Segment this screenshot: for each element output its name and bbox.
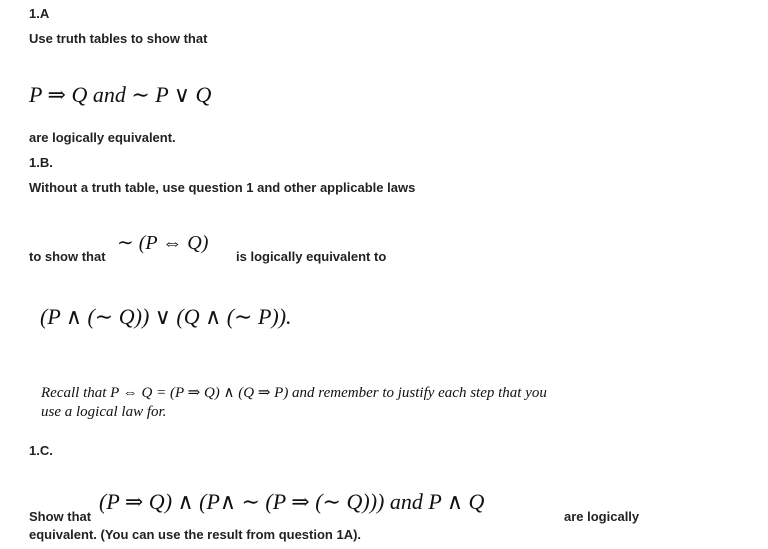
q1b-middle: is logically equivalent to bbox=[236, 249, 387, 264]
q1b-recall-continued: use a logical law for. bbox=[41, 404, 167, 420]
q1a-formula: P ⇒ Q and ∼ P ∨ Q bbox=[29, 82, 212, 107]
q1c-prefix: Show that bbox=[29, 509, 92, 524]
q1c-formula: (P ⇒ Q) ∧ (P∧ ∼ (P ⇒ (∼ Q))) and P ∧ Q bbox=[99, 489, 485, 514]
q1b-recall: Recall that P ⇔ Q = (P ⇒ Q) ∧ (Q ⇒ P) and remember to justify each step that you bbox=[41, 385, 547, 401]
q1b-formula-right: (P ∧ (∼ Q)) ∨ (Q ∧ (∼ P)). bbox=[40, 304, 292, 329]
q1b-instruction: Without a truth table, use question 1 and other applicable laws bbox=[29, 180, 416, 195]
q1a-instruction: Use truth tables to show that bbox=[29, 31, 208, 46]
q1c-heading: 1.C. bbox=[29, 443, 53, 458]
q1a-suffix: are logically equivalent. bbox=[29, 130, 176, 145]
q1c-suffix: are logically bbox=[564, 509, 640, 524]
q1b-formula-left: ∼ (P ⇔ Q) bbox=[117, 232, 209, 254]
q1c-suffix-continued: equivalent. (You can use the result from question 1A). bbox=[29, 527, 362, 542]
q1a-heading: 1.A bbox=[29, 6, 50, 21]
q1b-prefix: to show that bbox=[29, 249, 106, 264]
q1b-heading: 1.B. bbox=[29, 155, 53, 170]
